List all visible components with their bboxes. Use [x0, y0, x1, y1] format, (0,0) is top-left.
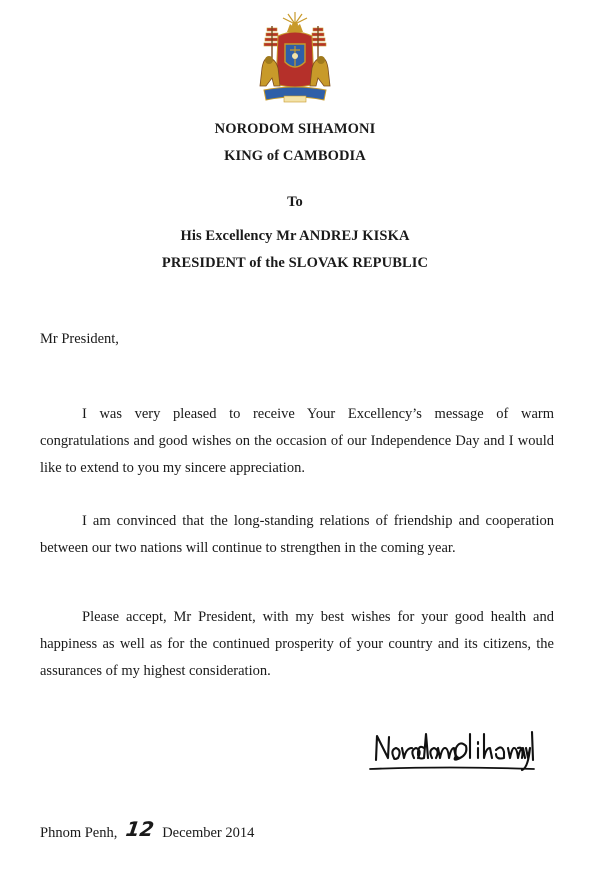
body-paragraph-2: I am convinced that the long-standing relations of friendship and cooperation between our two nations will continue to strengthen in the coming year. [40, 513, 554, 556]
to-label: To [287, 194, 303, 210]
sender-name: NORODOM SIHAMONI [214, 121, 376, 137]
recipient-name: His Excellency Mr ANDREJ KISKA [180, 228, 410, 244]
handwritten-signature-icon [368, 728, 538, 776]
date-place: Phnom Penh, [40, 825, 118, 841]
royal-coat-of-arms-icon [254, 10, 336, 110]
salutation: Mr President, [40, 331, 119, 347]
sender-title: KING of CAMBODIA [224, 148, 366, 164]
body-paragraph-1: I was very pleased to receive Your Excellency’s message of warm congratulations and good wishes on the occasion of our Independence Day and I would like to extend to you my sincere appreciation. [40, 406, 554, 476]
date-day-handwritten: 12 [124, 817, 156, 841]
body-paragraph-3: Please accept, Mr President, with my best wishes for your good health and happiness as well as for the continued prosperity of your country and its citizens, the assurances of my highest consideration. [40, 609, 554, 679]
date-line [40, 818, 254, 842]
recipient-title: PRESIDENT of the SLOVAK REPUBLIC [161, 255, 429, 271]
date-month-year: December 2014 [162, 825, 255, 841]
